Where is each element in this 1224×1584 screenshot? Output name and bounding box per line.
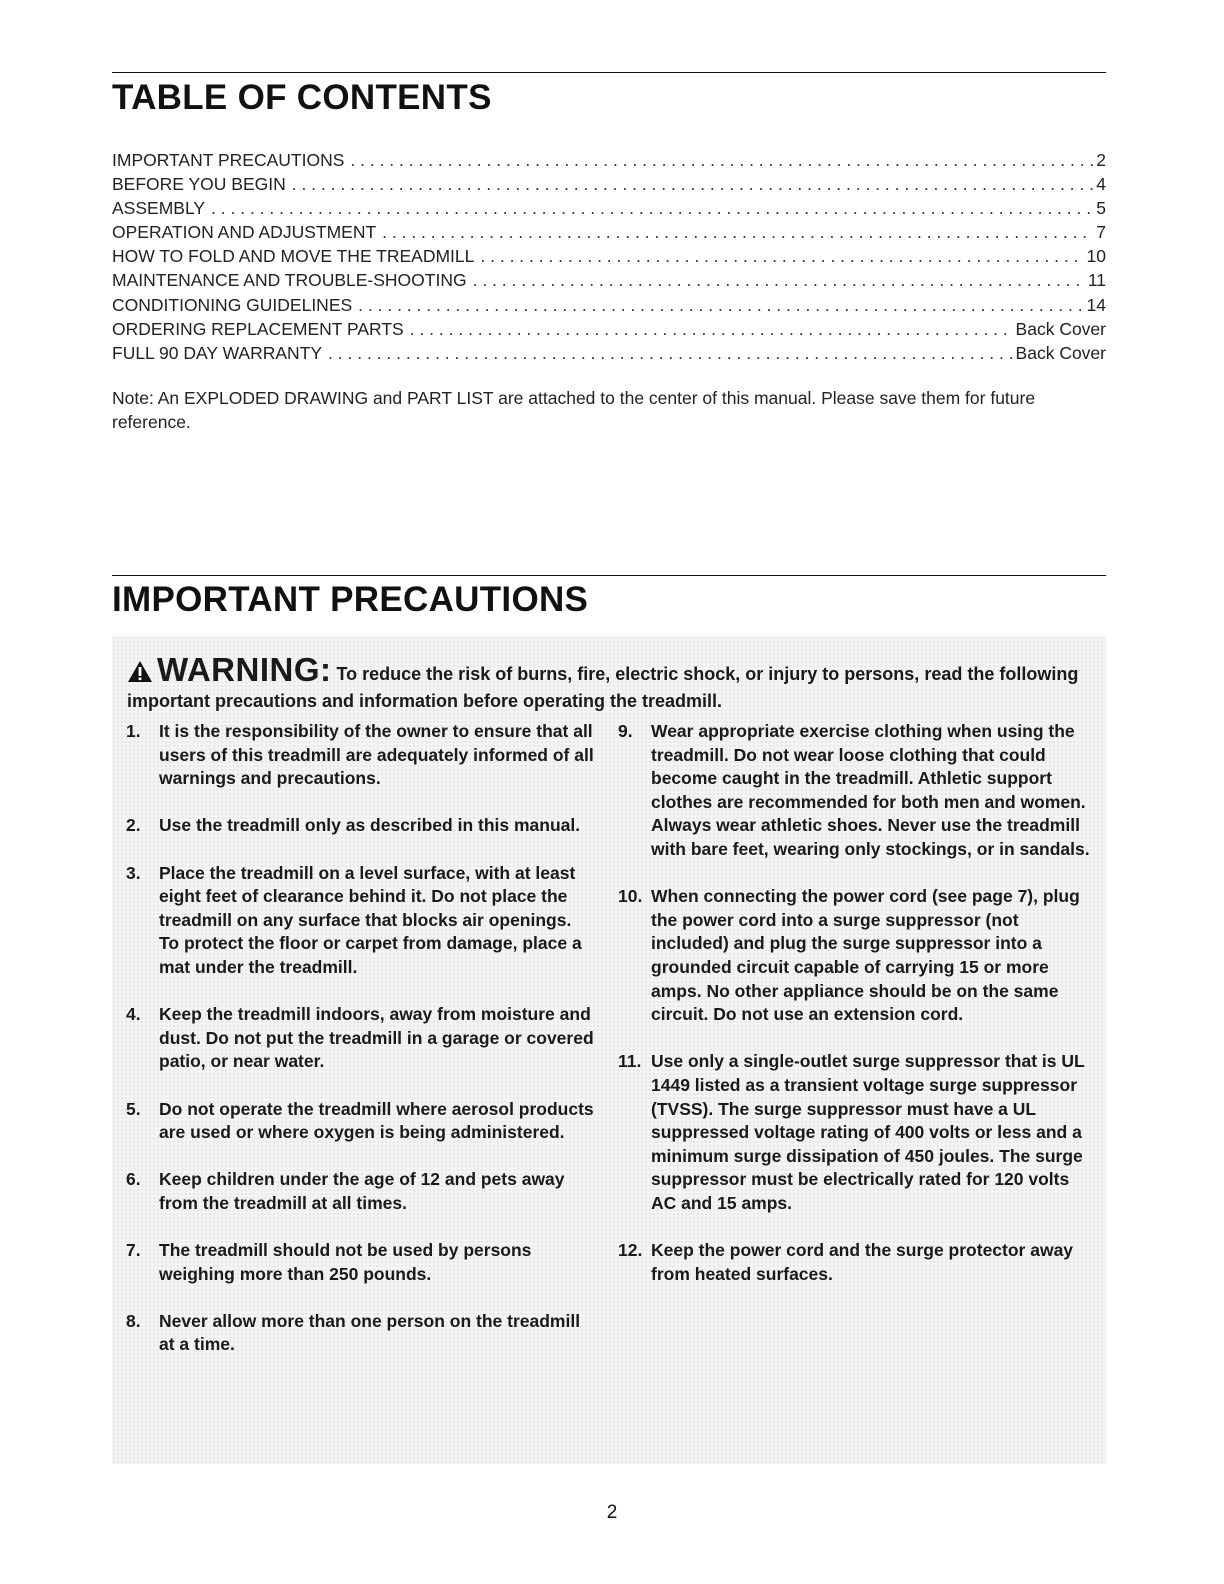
toc-list [112, 148, 1106, 365]
warning-word: WARNING: [157, 651, 332, 688]
precaution-number: 7. [126, 1240, 141, 1261]
toc-entry-label: FULL 90 DAY WARRANTY [112, 342, 323, 363]
toc-entry-label: OPERATION AND ADJUSTMENT [112, 222, 377, 243]
toc-entry-label: BEFORE YOU BEGIN [112, 174, 286, 195]
toc-entry [112, 293, 1106, 317]
precaution-number: 8. [126, 1310, 141, 1331]
warning-box [112, 636, 1106, 1464]
toc-entry-label: MAINTENANCE AND TROUBLE-SHOOTING [112, 270, 467, 291]
precaution-text: Use only a single-outlet surge suppressor that is UL 1449 listed as a transient voltage surge suppressor (TVSS). The surge suppressor must have a UL suppressed voltage rating of 400 volts or less and a minimum surge dissipation of 450 joules. The surge suppressor must be electrically rated for 120 volts AC and 15 amps. [651, 1051, 1085, 1213]
precautions-title: IMPORTANT PRECAUTIONS [112, 580, 589, 619]
toc-entry-page: 5 [1096, 198, 1106, 219]
toc-entry [112, 341, 1106, 365]
precaution-item [618, 720, 1092, 862]
toc-entry-page: Back Cover [1015, 318, 1106, 339]
toc-top-rule [112, 72, 1106, 73]
toc-entry [112, 220, 1106, 244]
precaution-item [126, 1003, 596, 1074]
precautions-left-column [126, 720, 596, 1381]
precaution-number: 3. [126, 862, 141, 883]
toc-title: TABLE OF CONTENTS [112, 78, 492, 117]
precaution-item [618, 1050, 1092, 1215]
precaution-number: 1. [126, 721, 141, 741]
toc-entry-page: Back Cover [1015, 342, 1106, 363]
precaution-item [126, 814, 596, 838]
precaution-text: Wear appropriate exercise clothing when using the treadmill. Do not wear loose clothing that could become caught in the treadmill. Athletic support clothes are recommended for both men and women. Always wear athletic shoes. Never use the treadmill with bare feet, wearing only stockings, or in sandals. [651, 721, 1090, 859]
precaution-item [618, 1239, 1092, 1286]
precaution-text: Place the treadmill on a level surface, with at least eight feet of clearance behind it. Do not place the treadmill on any surface that blocks air openings. To protect the floor or carpet from damage, place a mat under the treadmill. [159, 862, 582, 977]
precaution-number: 10. [618, 886, 643, 907]
precaution-number: 12. [618, 1240, 643, 1261]
precaution-item [126, 1310, 596, 1357]
toc-note: Note: An EXPLODED DRAWING and PART LIST are attached to the center of this manual. Please save them for future reference. [112, 388, 1036, 432]
precaution-text: It is the responsibility of the owner to ensure that all users of this treadmill are adequately informed of all warnings and precautions. [159, 721, 594, 789]
precaution-item [126, 720, 596, 791]
toc-entry [112, 148, 1106, 172]
warning-text: To reduce the risk of burns, fire, electric shock, or injury to persons, read the following important precautions and information before operating the treadmill. [127, 664, 1079, 711]
precaution-text: Do not operate the treadmill where aerosol products are used or where oxygen is being administered. [159, 1098, 594, 1143]
precaution-text: Keep the power cord and the surge protector away from heated surfaces. [651, 1240, 1074, 1284]
precaution-number: 11. [618, 1051, 642, 1072]
precaution-text: Never allow more than one person on the treadmill at a time. [159, 1310, 581, 1355]
toc-entry [112, 244, 1106, 268]
toc-entry-label: HOW TO FOLD AND MOVE THE TREADMILL [112, 246, 475, 267]
toc-entry-page: 11 [1087, 270, 1106, 291]
precaution-number: 5. [126, 1098, 141, 1119]
precaution-item [126, 1168, 596, 1215]
toc-entry [112, 268, 1106, 292]
toc-entry-page: 14 [1086, 294, 1106, 315]
precaution-text: Use the treadmill only as described in this manual. [159, 815, 581, 836]
precaution-number: 9. [618, 721, 633, 741]
precautions-top-rule [112, 575, 1106, 576]
precaution-item [126, 1239, 596, 1286]
precaution-number: 6. [126, 1169, 141, 1190]
precaution-item [618, 885, 1092, 1027]
page-number: 2 [606, 1502, 618, 1523]
toc-entry-label: IMPORTANT PRECAUTIONS [112, 150, 345, 170]
precautions-right-column [618, 720, 1092, 1310]
precaution-item [126, 862, 596, 980]
toc-entry-page: 2 [1096, 150, 1106, 170]
toc-entry-label: ASSEMBLY [112, 198, 206, 219]
precaution-number: 2. [126, 815, 141, 836]
toc-entry [112, 196, 1106, 220]
toc-entry-label: ORDERING REPLACEMENT PARTS [112, 318, 404, 339]
precaution-text: The treadmill should not be used by persons weighing more than 250 pounds. [159, 1240, 532, 1284]
toc-entry [112, 172, 1106, 196]
precaution-item [126, 1098, 596, 1145]
precaution-text: Keep the treadmill indoors, away from moisture and dust. Do not put the treadmill in a garage or covered patio, or near water. [159, 1004, 594, 1072]
toc-entry [112, 317, 1106, 341]
toc-entry-page: 7 [1096, 222, 1106, 243]
warning-triangle-icon [127, 660, 153, 689]
toc-entry-page: 4 [1096, 174, 1106, 195]
precaution-text: Keep children under the age of 12 and pets away from the treadmill at all times. [159, 1169, 565, 1213]
toc-entry-page: 10 [1086, 246, 1106, 267]
precaution-text: When connecting the power cord (see page 7), plug the power cord into a surge suppressor (not included) and plug the surge suppressor into a grounded circuit capable of carrying 15 or more amps. No other appliance should be on the same circuit. Do not use an extension cord. [651, 886, 1080, 1025]
toc-entry-label: CONDITIONING GUIDELINES [112, 294, 353, 315]
warning-header [127, 651, 1092, 713]
precaution-number: 4. [126, 1004, 141, 1025]
